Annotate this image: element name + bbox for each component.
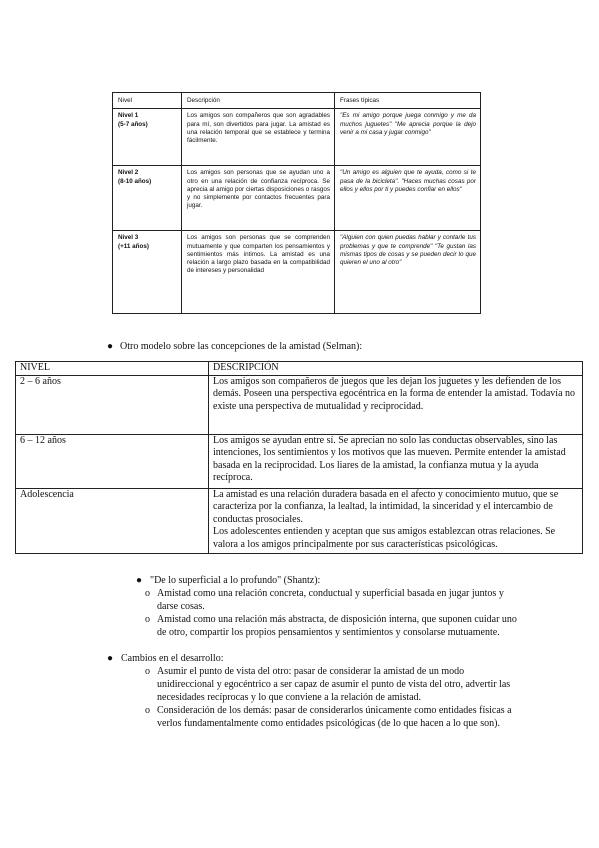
list-item-title: Cambios en el desarrollo: [121, 653, 224, 664]
level-cell [113, 231, 182, 314]
table-row [113, 109, 481, 166]
sub-bullet-icon: o [145, 614, 150, 625]
table-header-row [16, 362, 583, 376]
level-cell: 6 – 12 años [16, 434, 209, 488]
table-row [113, 166, 481, 231]
description-paragraph: Los adolescentes entienden y aceptan que sus amigos establezcan otras relaciones. Se valora a los amigos principalmente por sus características psicológicas. [213, 526, 556, 550]
sub-bullet-icon: o [145, 666, 150, 677]
phrases-cell: "Un amigo es alguien que te ayuda, como si te pasa de la bicicleta". "Haces muchas cosas por ellos y ellos por ti y puedes confiar en ellos" [335, 166, 481, 231]
description-cell [209, 488, 583, 553]
table-row [16, 375, 583, 434]
level-name: Nivel 2 [118, 169, 139, 177]
column-header: Descripción [182, 93, 335, 109]
level-cell: Adolescencia [16, 488, 209, 553]
level-name: Nivel 1 [118, 112, 139, 120]
bullet-icon: ● [107, 341, 114, 352]
bullet-icon: ● [107, 653, 114, 664]
list-item-title: "De lo superficial a lo profundo" (Shantz): [150, 575, 321, 586]
description-paragraph: La amistad es una relación duradera basada en el afecto y conocimiento mutuo, que se caracteriza por la confianza, la lealtad, la intimidad, la sinceridad y el intercambio de conductas prosociales. [213, 488, 559, 525]
bullet-text: Otro modelo sobre las concepciones de la amistad (Selman): [120, 341, 363, 352]
description-cell: Los amigos son personas que se ayudan uno a otro en una relación de confianza recíproca. Se aprecia al amigo por ciertas disposiciones o rasgos y no simplemente por contactos frecuentes para jugar. [182, 166, 335, 231]
sub-bullet-icon: o [145, 705, 150, 716]
column-header: DESCRIPCIÓN [209, 362, 583, 376]
description-cell [209, 375, 583, 434]
phrases-cell: "Es mi amigo porque juega conmigo y me da muchos juguetes" "Me aprecia porque la dejo venir a mi casa y jugar conmigo" [335, 109, 481, 166]
sub-bullet-icon: o [145, 588, 150, 599]
table-header-row [113, 93, 481, 109]
description-cell: Los amigos son personas que se comprenden mutuamente y que comparten los pensamientos y sentimientos más íntimos. La amistad es una relación a largo plazo basada en la compatibilidad de intereses y personalidad [182, 231, 335, 314]
bullet-icon: ● [136, 575, 143, 586]
table-row [16, 488, 583, 553]
level-cell [113, 166, 182, 231]
description-cell: Los amigos son compañeros que son agradables para mí, son divertidos para jugar. La amistad es una relación temporal que se establece y termina fácilmente. [182, 109, 335, 166]
friendship-levels-table [112, 92, 481, 314]
table-row [113, 231, 481, 314]
level-age: (8-10 años) [118, 177, 152, 185]
level-age: (5-7 años) [118, 120, 148, 128]
list-subitem: Consideración de los demás: pasar de considerarlos únicamente como entidades físicas a verlos fundamentalmente como entidades psicológicas (de lo que hacen a lo que son). [157, 705, 512, 729]
list-subitem: Amistad como una relación concreta, conductual y superficial basada en jugar juntos y darse cosas. [157, 588, 504, 612]
description-cell [209, 434, 583, 488]
level-cell [113, 109, 182, 166]
phrases-cell: "Alguien con quien puedas hablar y contarle tus problemas y que te comprende" "Te gustan las mismas tipos de cosas y se pueden decir lo que quieren el uno al otro" [335, 231, 481, 314]
selman-table [15, 361, 583, 554]
list-subitem: Asumir el punto de vista del otro: pasar de considerar la amistad de un modo unidireccional y egocéntrico a ser capaz de asumir el punto de vista del otro, advertir las necesidades recíprocas y lo que conviene a la relación de amistad. [157, 666, 511, 703]
level-age: (+11 años) [118, 242, 149, 250]
column-header: Nivel [113, 93, 182, 109]
table-row [16, 434, 583, 488]
level-name: Nivel 3 [118, 234, 139, 242]
description-paragraph: Los amigos se ayudan entre sí. Se aprecian no solo las conductas observables, sino las intenciones, los sentimientos y los motivos que las mueven. Permite entender la amistad basada en la reciprocidad. Los liares de la amistad, la confianza mutua y la ayuda recíproca. [213, 434, 566, 484]
list-subitem: Amistad como una relación más abstracta, de disposición interna, que suponen cuidar uno de otro, compartir los propios pensamientos y sentimientos y consolarse mutuamente. [157, 614, 517, 638]
column-header: NIVEL [16, 362, 209, 376]
column-header: Frases típicas [335, 93, 481, 109]
description-paragraph: Los amigos son compañeros de juegos que les dejan los juguetes y les defienden de los demás. Poseen una perspectiva egocéntrica en la forma de entender la amistad. Todavía no existe una perspectiva de mutualidad y reciprocidad. [213, 375, 576, 412]
level-cell: 2 – 6 años [16, 375, 209, 434]
